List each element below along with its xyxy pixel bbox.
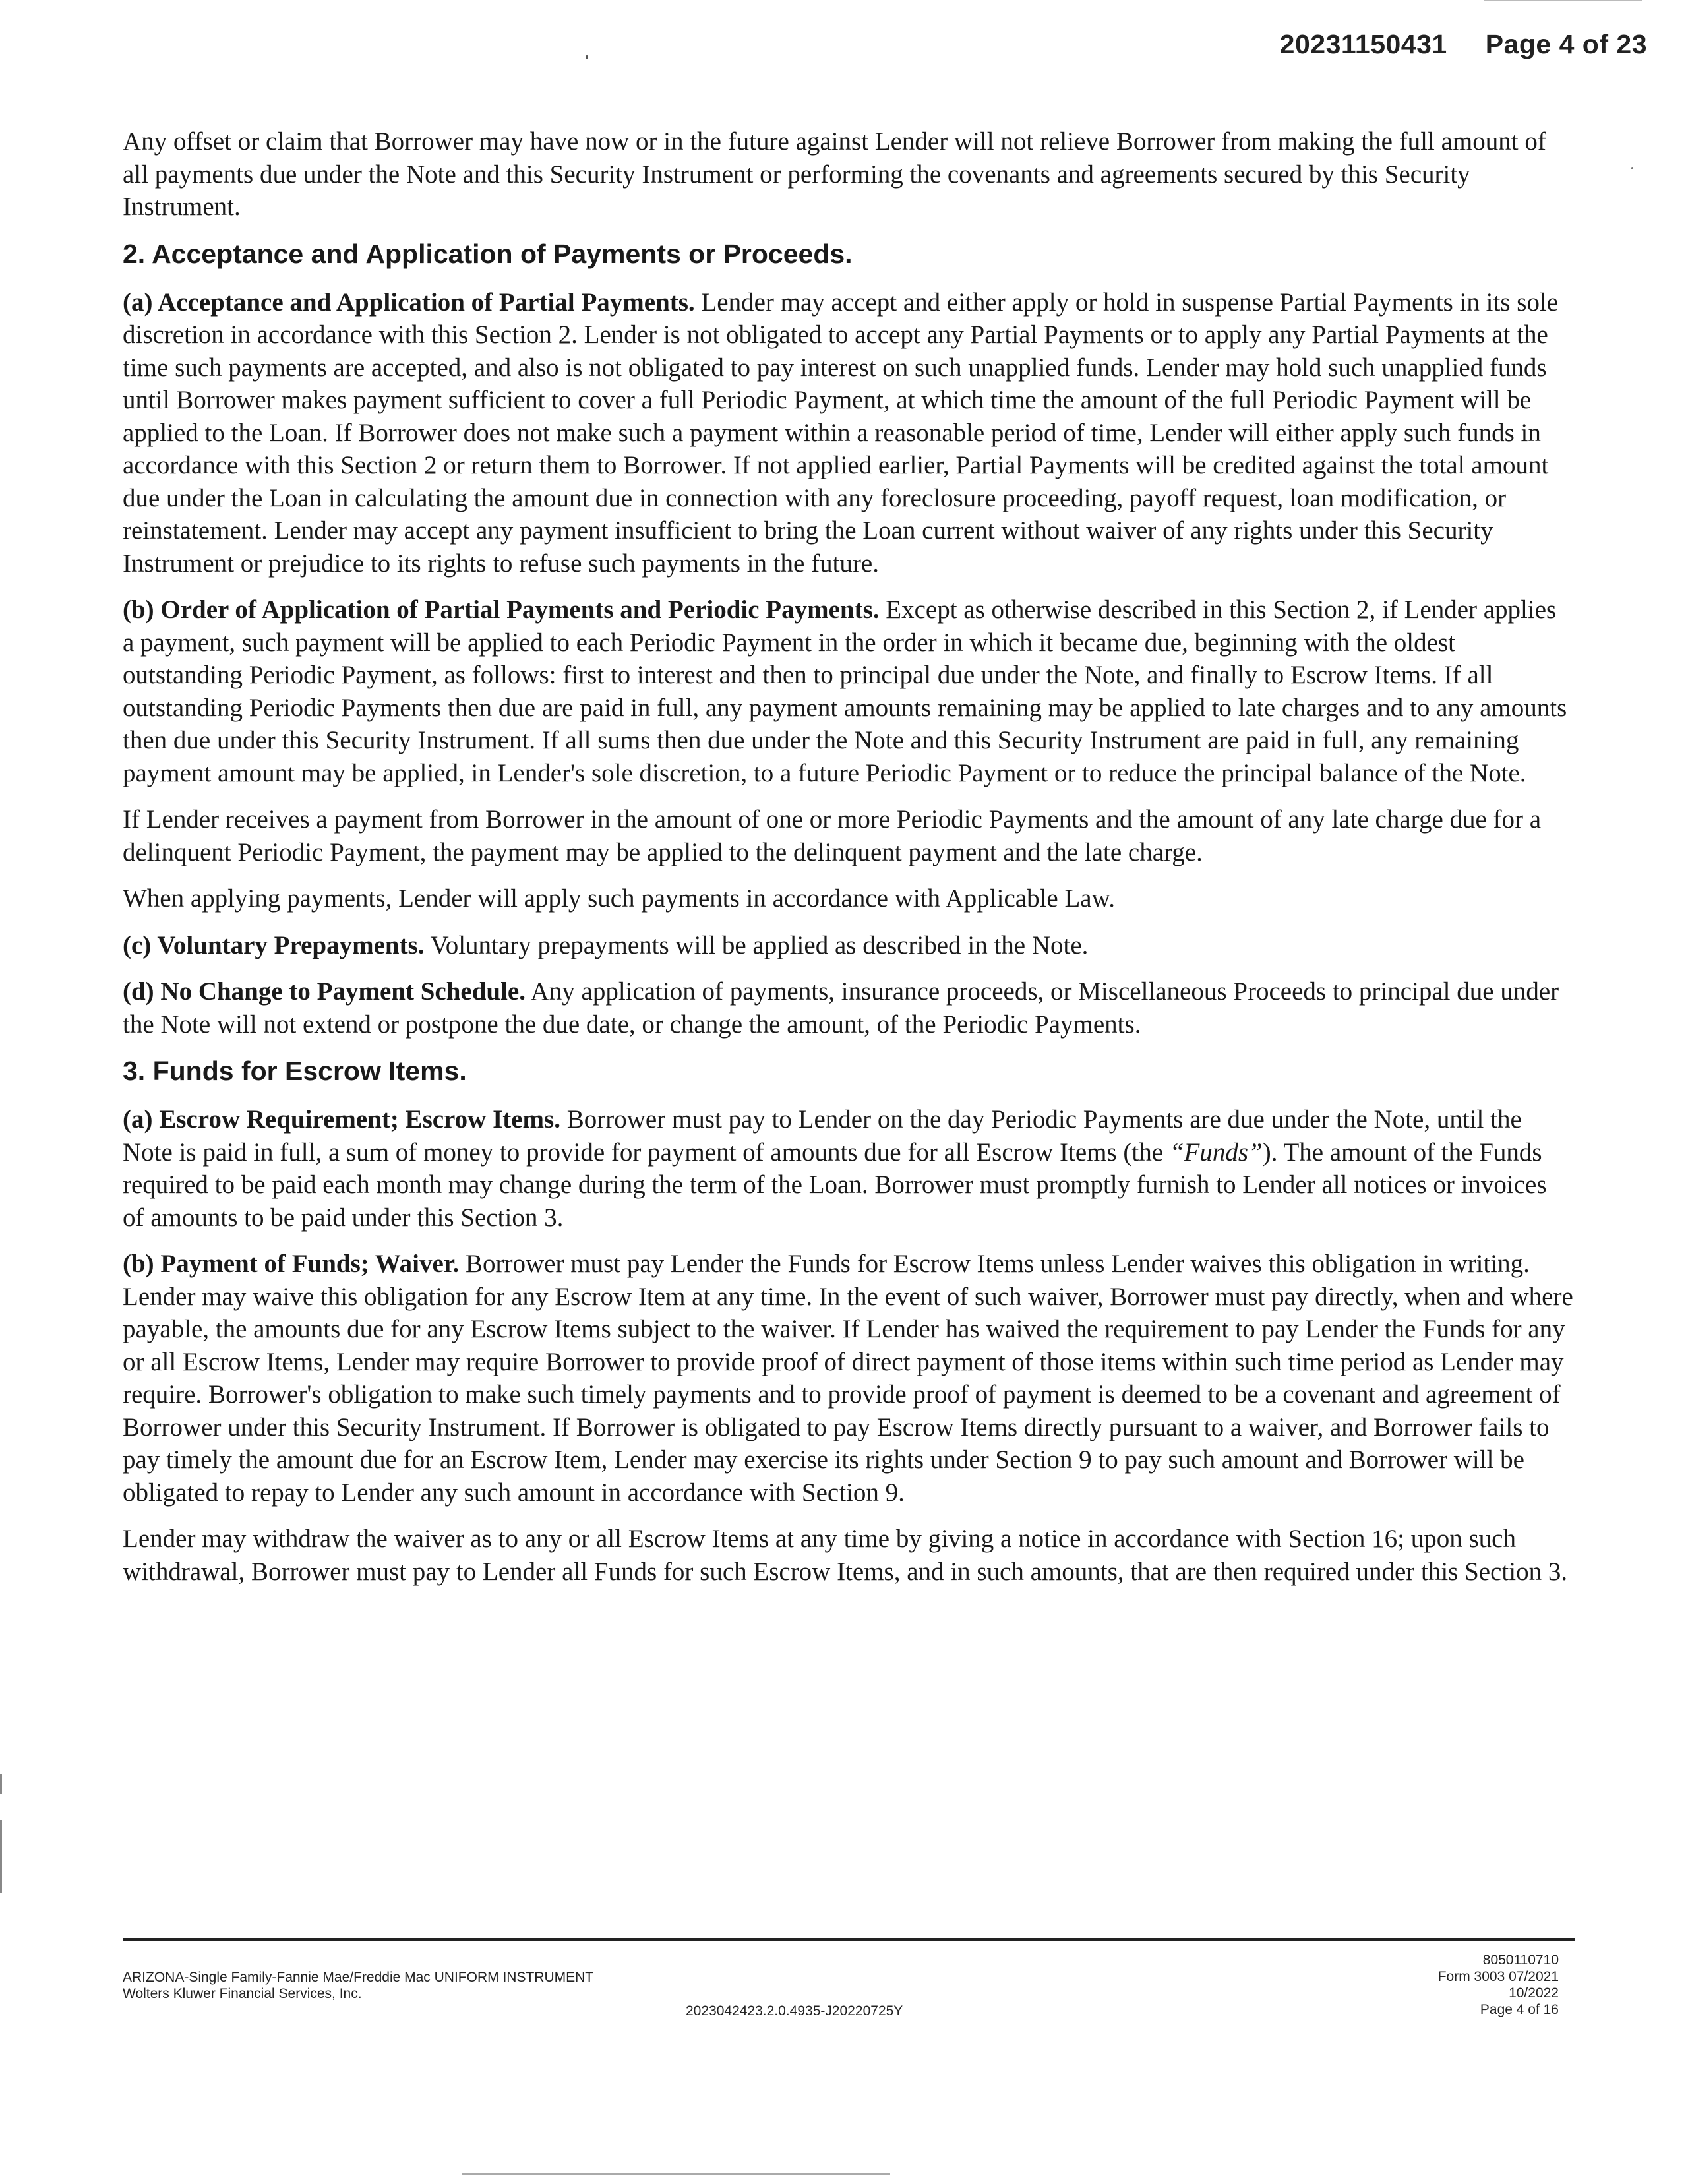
scan-artifact: [1631, 167, 1633, 169]
footer-form-number: Form 3003 07/2021: [1437, 1969, 1559, 1984]
section-3a-lead: (a) Escrow Requirement; Escrow Items.: [123, 1105, 560, 1134]
section-2b-paragraph-2: If Lender receives a payment from Borrower in the amount of one or more Periodic Payments and the amount of any late charge due for a delinquent Periodic Payment, the payment may be applied to the delinquent payment and the late charge.: [123, 805, 1542, 866]
scan-bottom-rule: [462, 2173, 890, 2175]
footer-revision-date: 10/2022: [1509, 1986, 1559, 2001]
section-2d-text: Any application of payments, insurance proceeds, or Miscellaneous Proceeds to principal due under the Note will not extend or postpone the due date, or change the amount, of the Periodic Payments.: [123, 977, 1559, 1039]
footer-doc-id: 8050110710: [1482, 1953, 1559, 1968]
footer-form-ids: [1438, 1952, 1559, 2018]
section-2a-lead: (a) Acceptance and Application of Partial Payments.: [123, 288, 695, 317]
section-2c-text: Voluntary prepayments will be applied as described in the Note.: [424, 930, 1089, 959]
intro-paragraph: Any offset or claim that Borrower may have now or in the future against Lender will not relieve Borrower from making the full amount of all payments due under the Note and this Security Instrument or performing the covenants and agreements secured by this Security Instrument.: [123, 127, 1546, 221]
section-2-heading: 2. Acceptance and Application of Payments or Proceeds.: [123, 238, 853, 269]
scan-edge-mark: [0, 1774, 2, 1794]
footer-publisher: Wolters Kluwer Financial Services, Inc.: [123, 1986, 362, 2001]
section-2b-lead: (b) Order of Application of Partial Payments and Periodic Payments.: [123, 595, 880, 624]
footer-form-info: [123, 1969, 593, 2002]
scan-artifact: [586, 55, 588, 59]
section-2b-paragraph: [123, 593, 1573, 789]
footer-form-title: ARIZONA-Single Family-Fannie Mae/Freddie Mac UNIFORM INSTRUMENT: [123, 1970, 594, 1985]
section-3a-text: Borrower must pay to Lender on the day Periodic Payments are due under the Note, until the Note is paid in full, a sum of money to provide for payment of amounts due for all Escrow Items (the: [123, 1105, 1522, 1167]
section-3b-lead: (b) Payment of Funds; Waiver.: [123, 1250, 460, 1278]
scan-top-rule: [1484, 0, 1642, 1]
section-2b-paragraph-3: When applying payments, Lender will apply such payments in accordance with Applicable Law.: [123, 884, 1116, 913]
page-header: [1280, 29, 1647, 60]
document-number: 20231150431: [1279, 29, 1447, 59]
footer-page-number: Page 4 of 16: [1480, 2002, 1559, 2017]
section-2a-paragraph: [123, 286, 1573, 580]
section-3a-text-cont: ). The amount of the Funds required to be paid each month may change during the term of the Loan. Borrower must promptly furnish to Lender all notices or invoices of amounts to be paid under this Section 3.: [123, 1138, 1547, 1232]
section-3-heading: 3. Funds for Escrow Items.: [123, 1056, 467, 1086]
page-indicator: Page 4 of 23: [1485, 29, 1647, 59]
scan-edge-mark: [0, 1820, 2, 1893]
section-2d-lead: (d) No Change to Payment Schedule.: [123, 977, 526, 1006]
section-3b-paragraph: [123, 1248, 1573, 1509]
section-3b-paragraph-2: Lender may withdraw the waiver as to any or all Escrow Items at any time by giving a notice in accordance with Section 16; upon such withdrawal, Borrower must pay to Lender all Funds for such Escrow Items, and in such amounts, that are then required under this Section 3.: [123, 1525, 1568, 1586]
footer-doc-code: 2023042423.2.0.4935-J20220725Y: [686, 2003, 903, 2018]
document-body: [123, 125, 1573, 1602]
section-2c-lead: (c) Voluntary Prepayments.: [123, 930, 425, 959]
section-2b-text: Except as otherwise described in this Section 2, if Lender applies a payment, such payment will be applied to each Periodic Payment in the order in which it became due, beginning with the oldest outstanding Periodic Payment, as follows: first to interest and then to principal due under the Note, and finally to Escrow Items. If all outstanding Periodic Payments then due are paid in full, any payment amounts remaining may be applied to late charges and to any amounts then due under this Security Instrument. If all sums then due under the Note and this Security Instrument are paid in full, any remaining payment amount may be applied, in Lender's sole discretion, to a future Periodic Payment or to reduce the principal balance of the Note.: [123, 595, 1567, 787]
section-2a-text: Lender may accept and either apply or hold in suspense Partial Payments in its sole discretion in accordance with this Section 2. Lender is not obligated to accept any Partial Payments or to apply any Partial Payments at the time such payments are accepted, and also is not obligated to pay interest on such unapplied funds. Lender may hold such unapplied funds until Borrower makes payment sufficient to cover a full Periodic Payment, at which time the amount of the full Periodic Payment will be applied to the Loan. If Borrower does not make such a payment within a reasonable period of time, Lender will either apply such funds in accordance with this Section 2 or return them to Borrower. If not applied earlier, Partial Payments will be credited against the total amount due under the Loan in calculating the amount due in connection with any foreclosure proceeding, payoff request, loan modification, or reinstatement. Lender may accept any payment insufficient to bring the Loan current without waiver of any rights under this Security Instrument or prejudice to its rights to refuse such payments in the future.: [123, 288, 1559, 578]
footer-divider: [123, 1938, 1575, 1941]
section-2c-paragraph: [123, 929, 1573, 962]
section-3b-text: Borrower must pay Lender the Funds for Escrow Items unless Lender waives this obligation in writing. Lender may waive this obligation for any Escrow Item at any time. In the event of such waiver, Borrower must pay directly, when and where payable, the amounts due for any Escrow Items subject to the waiver. If Lender has waived the requirement to pay Lender the Funds for any or all Escrow Items, Lender may require Borrower to provide proof of direct payment of those items within such time period as Lender may require. Borrower's obligation to make such timely payments and to provide proof of payment is deemed to be a covenant and agreement of Borrower under this Security Instrument. If Borrower is obligated to pay Escrow Items directly pursuant to a waiver, and Borrower fails to pay timely the amount due for an Escrow Item, Lender may exercise its rights under Section 9 to pay such amount and Borrower will be obligated to repay to Lender any such amount in accordance with Section 9.: [123, 1250, 1573, 1507]
section-3a-paragraph: [123, 1103, 1573, 1234]
funds-term: “Funds”: [1169, 1138, 1263, 1167]
section-2d-paragraph: [123, 975, 1573, 1041]
